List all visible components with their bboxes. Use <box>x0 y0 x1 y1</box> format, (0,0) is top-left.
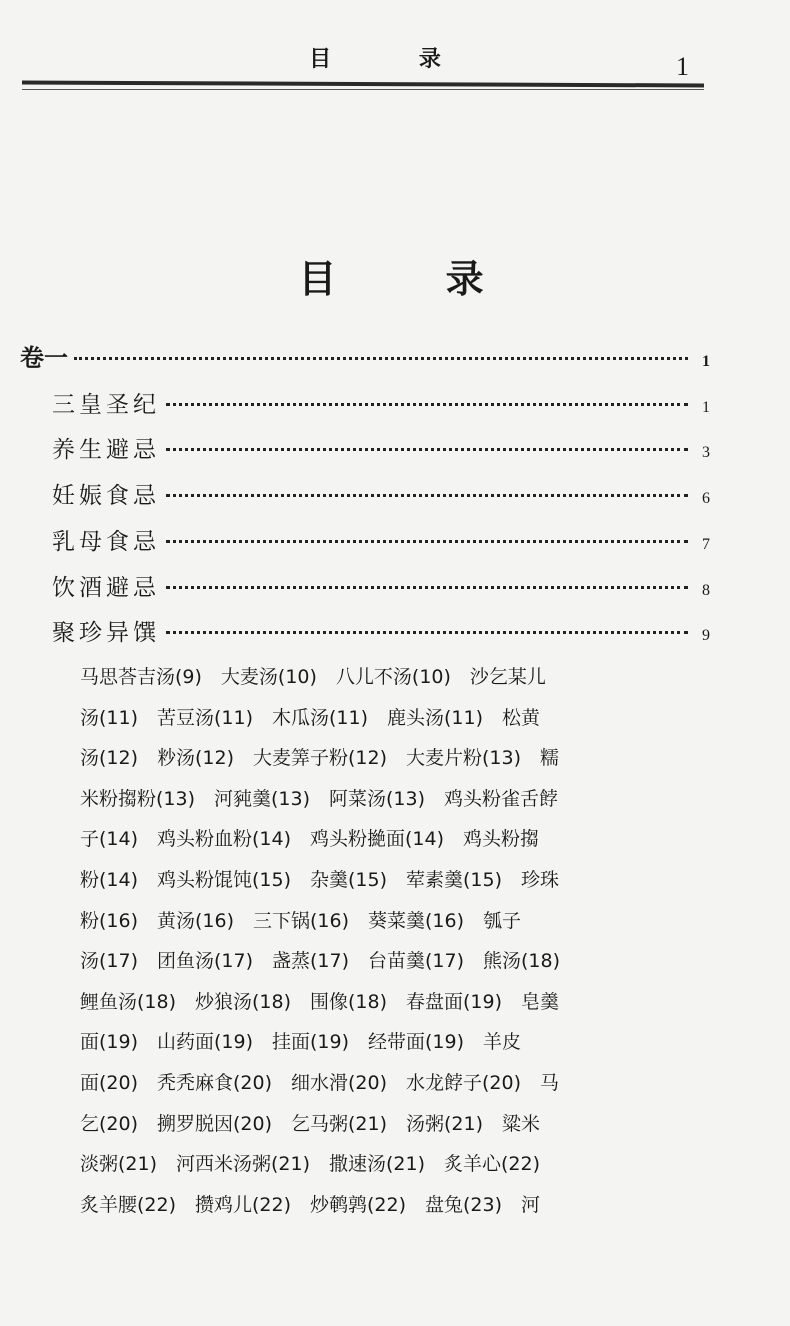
section-page: 8 <box>702 582 710 599</box>
recipe-line: 汤(11) 苦豆汤(11) 木瓜汤(11) 鹿头汤(11) 松黄 <box>80 706 541 729</box>
recipe-line: 面(20) 秃秃麻食(20) 细水滑(20) 水龙餑子(20) 马 <box>80 1071 560 1094</box>
toc-volume-entry <box>20 338 710 373</box>
toc-section-entry <box>52 386 710 419</box>
section-page: 3 <box>702 444 710 461</box>
recipe-line: 炙羊腰(22) 攒鸡儿(22) 炒鹌鹑(22) 盘兔(23) 河 <box>80 1193 541 1216</box>
section-label: 三皇圣纪 <box>52 392 160 418</box>
section-label: 聚珍异馔 <box>52 620 160 646</box>
dot-leader <box>166 540 688 543</box>
volume-label: 卷一 <box>20 344 68 372</box>
header-rule <box>22 81 704 88</box>
recipe-line: 马思荅吉汤(9) 大麦汤(10) 八儿不汤(10) 沙乞某儿 <box>80 666 546 688</box>
section-page: 1 <box>702 399 710 416</box>
toc-section-entry <box>52 569 710 602</box>
recipe-line: 汤(12) 粆汤(12) 大麦筭子粉(12) 大麦片粉(13) 糯 <box>80 747 560 770</box>
toc-section-entry <box>52 477 710 510</box>
page-title: 目 录 <box>298 257 532 301</box>
recipe-line: 粉(16) 黄汤(16) 三下锅(16) 葵菜羹(16) 瓠子 <box>80 909 522 932</box>
toc-section-entry <box>52 431 710 464</box>
recipe-line: 面(19) 山药面(19) 挂面(19) 经带面(19) 羊皮 <box>80 1031 522 1054</box>
recipe-line: 米粉搊粉(13) 河豘羹(13) 阿菜汤(13) 鸡头粉雀舌餑 <box>80 787 559 810</box>
running-header-title: 目 录 <box>309 47 481 72</box>
section-label: 饮酒避忌 <box>52 575 160 601</box>
section-label: 乳母食忌 <box>52 529 160 555</box>
recipe-line: 汤(17) 团鱼汤(17) 盏蒸(17) 台苗羹(17) 熊汤(18) <box>80 950 561 973</box>
dot-leader <box>166 494 688 497</box>
recipe-line: 粉(14) 鸡头粉馄饨(15) 杂羹(15) 荤素羹(15) 珍珠 <box>80 868 560 891</box>
dot-leader <box>74 357 688 360</box>
section-page: 7 <box>702 536 710 553</box>
dot-leader <box>166 631 688 634</box>
header-rule-thin <box>22 89 704 90</box>
section-page: 9 <box>702 627 710 644</box>
recipe-line: 子(14) 鸡头粉血粉(14) 鸡头粉撧面(14) 鸡头粉搊 <box>80 828 540 851</box>
recipe-line: 淡粥(21) 河西米汤粥(21) 撒速汤(21) 炙羊心(22) <box>80 1153 541 1176</box>
dot-leader <box>166 403 688 406</box>
section-label: 养生避忌 <box>52 437 160 463</box>
dot-leader <box>166 586 688 589</box>
section-label: 妊娠食忌 <box>52 483 160 509</box>
recipe-line: 鲤鱼汤(18) 炒狼汤(18) 围像(18) 春盘面(19) 皂羹 <box>80 990 560 1013</box>
toc-section-entry <box>52 523 710 556</box>
section-page: 6 <box>702 490 710 507</box>
page-number: 1 <box>676 52 689 81</box>
recipe-line: 乞(20) 搠罗脱因(20) 乞马粥(21) 汤粥(21) 粱米 <box>80 1112 541 1135</box>
volume-page: 1 <box>702 353 710 370</box>
recipe-list <box>80 662 620 1230</box>
toc-section-entry <box>52 614 710 647</box>
dot-leader <box>166 448 688 451</box>
